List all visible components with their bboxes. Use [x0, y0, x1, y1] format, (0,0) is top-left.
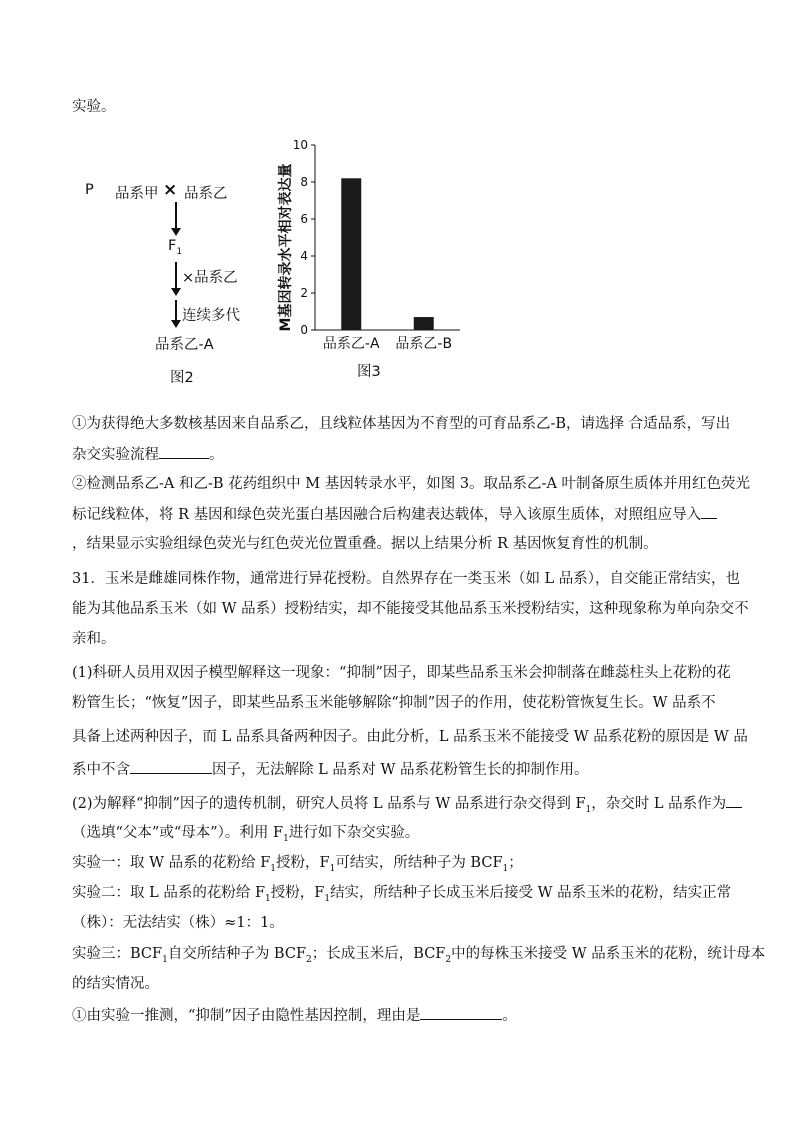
- x-category-label: 品系乙-B: [395, 336, 453, 352]
- p31-2-line1: (2)为解释“抑制”因子的遗传机制，研究人员将 L 品系与 W 品系进行杂交得到 $F_1$，杂交时 L 品系作为: [72, 793, 742, 820]
- q2-line3: ，结果显示实验组绿色荧光与红色荧光位置重叠。据以上结果分析 R 基因恢复育性的机制。: [72, 536, 658, 552]
- p31-2-answer-blank[interactable]: [726, 793, 742, 808]
- fig2-arrow-3: [175, 300, 177, 320]
- fig2-p-label: P: [85, 182, 94, 198]
- x-category-label: 品系乙-A: [322, 336, 380, 352]
- p31-line1: 31．玉米是雌雄同株作物，通常进行异花授粉。自然界存在一类玉米（如 L 品系），自交能正常结实，也: [72, 571, 741, 587]
- exp2-line1: 实验二：取 L 品系的花粉给 $F_1$授粉，$F_1$结实，所结种子长成玉米后接受 W 品系玉米的花粉，结实正常: [72, 885, 732, 904]
- p31-line3: 亲和。: [72, 631, 116, 647]
- y-tick-label: 0: [300, 323, 308, 337]
- exp3-line1: 实验三：$BCF_1$自交所结种子为 $BCF_2$；长成玉米后，$BCF_2$中的每株玉米接受 W 品系玉米的花粉，统计母本: [72, 946, 766, 965]
- fig2-cross-left: 品系甲: [115, 186, 159, 202]
- q-final-answer-blank[interactable]: [420, 1005, 502, 1020]
- p31-2-line2: （选填“父本”或“母本”）。利用 $F_1$进行如下杂交实验。: [72, 825, 420, 844]
- exp1-line: 实验一：取 W 品系的花粉给 $F_1$授粉，$F_1$可结实，所结种子为 $BCF_1$；: [72, 855, 523, 874]
- fig2-cross-right: 品系乙: [184, 186, 228, 202]
- p31-1-line3: 具备上述两种因子，而 L 品系具备两种因子。由此分析，L 品系玉米不能接受 W 品系花粉的原因是 W 品: [72, 729, 748, 745]
- y-tick-label: 6: [300, 212, 308, 226]
- figure-3-chart: [270, 130, 470, 360]
- q1-line2: 杂交实验流程 。: [72, 444, 224, 465]
- y-tick-label: 10: [292, 138, 308, 152]
- p31-1-answer-blank[interactable]: [130, 759, 212, 774]
- p31-1-line2: 粉管生长；“恢复”因子，即某些品系玉米能够解除“抑制”因子的作用，使花粉管恢复生长。W 品系不: [72, 695, 716, 711]
- fig3-caption: 图3: [357, 364, 381, 380]
- q2-line2: 标记线粒体，将 R 基因和绿色荧光蛋白基因融合后构建表达载体，导入该原生质体，对照组应导入: [72, 504, 717, 525]
- fig2-arrow-3-head: [171, 320, 181, 328]
- fig2-arrow-1-head: [171, 228, 181, 236]
- fig2-arrow-1: [175, 202, 177, 228]
- fig2-continuous-label: 连续多代: [182, 308, 240, 324]
- q1-answer-blank[interactable]: [159, 444, 209, 459]
- fig2-f1-label: $F_1$: [168, 238, 183, 257]
- fig2-caption: 图2: [170, 370, 194, 386]
- q1-line1: ①为获得绝大多数核基因来自品系乙，且线粒体基因为不育型的可育品系乙-B，请选择 合适品系，写出: [72, 416, 731, 432]
- p31-1-line4: 系中不含 因子，无法解除 L 品系对 W 品系花粉管生长的抑制作用。: [72, 759, 588, 780]
- p31-1-line1: (1)科研人员用双因子模型解释这一现象：“抑制”因子，即某些品系玉米会抑制落在雌蕊柱头上花粉的花: [72, 665, 731, 681]
- fig2-arrow-2-head: [171, 288, 181, 296]
- bar-1: [341, 178, 361, 330]
- fig2-result-label: 品系乙-A: [155, 337, 214, 353]
- q2-answer-blank[interactable]: [701, 504, 717, 519]
- fig2-backcross-label: ×品系乙: [182, 270, 238, 286]
- fig2-arrow-2: [175, 262, 177, 288]
- q-final-line: ①由实验一推测，“抑制”因子由隐性基因控制，理由是 。: [72, 1005, 517, 1026]
- intro-tail: 实验。: [72, 99, 116, 115]
- q2-line1: ②检测品系乙-A 和乙-B 花药组织中 M 基因转录水平，如图 3。取品系乙-A 叶制备原生质体并用红色荧光: [72, 476, 751, 492]
- y-tick-label: 2: [300, 286, 308, 300]
- exp3-line2: 的结实情况。: [72, 976, 159, 992]
- bar-2: [414, 317, 434, 330]
- y-tick-label: 8: [300, 175, 308, 189]
- exp2-line2: （株）：无法结实（株）≈1：1。: [72, 915, 284, 931]
- fig2-cross-sign: ×: [163, 180, 178, 200]
- p31-line2: 能为其他品系玉米（如 W 品系）授粉结实，却不能接受其他品系玉米授粉结实，这种现象称为单向杂交不: [72, 601, 749, 617]
- y-tick-label: 4: [300, 249, 308, 263]
- y-axis-label: M基因转录水平相对表达量: [278, 163, 294, 332]
